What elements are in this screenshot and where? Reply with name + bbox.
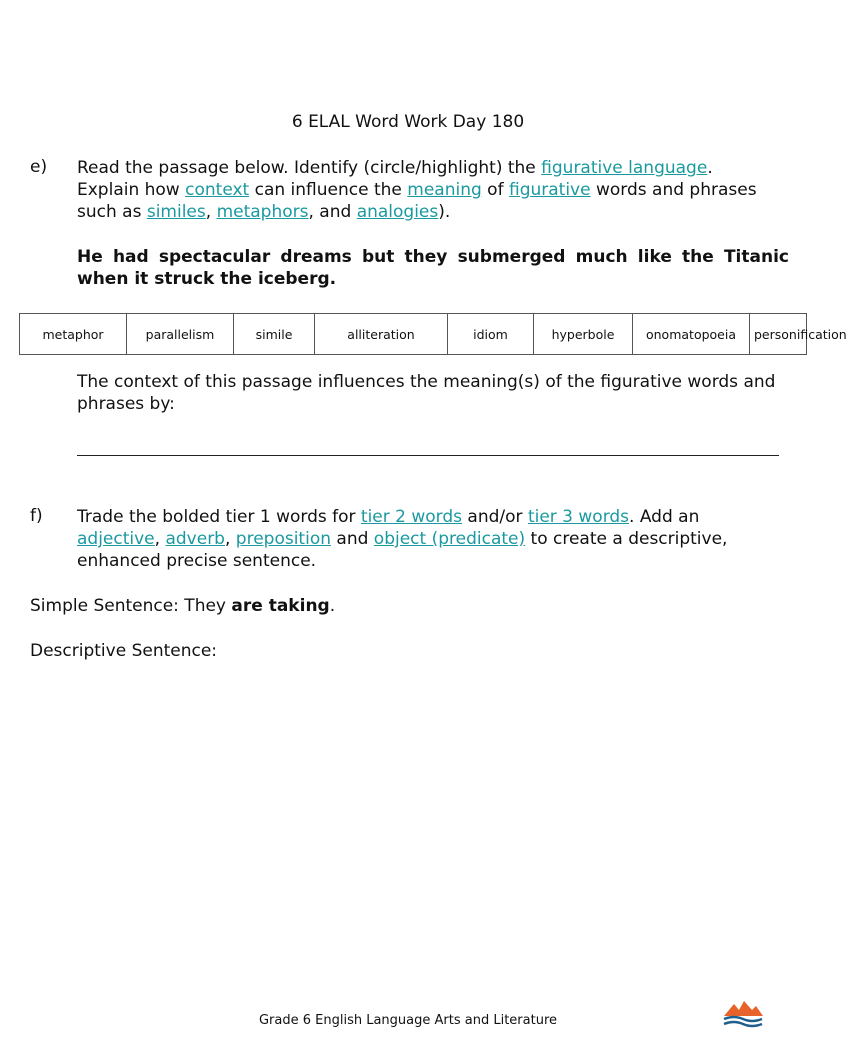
link-context[interactable]: context: [185, 180, 250, 200]
link-adverb[interactable]: adverb: [165, 529, 225, 549]
simple-sentence-label: Simple Sentence: They: [30, 596, 232, 616]
term-cell: simile: [234, 314, 315, 355]
instruction-text: Trade the bolded tier 1 words for: [77, 507, 361, 527]
figurative-terms-table: [19, 313, 847, 355]
term-cell: personification: [750, 314, 807, 355]
term-cell: hyperbole: [534, 314, 633, 355]
instruction-text: can influence the: [249, 180, 408, 200]
page-footer: Grade 6 English Language Arts and Literature: [258, 1013, 558, 1028]
instruction-text: words and phrases: [590, 180, 757, 200]
section-e-label: e): [30, 157, 48, 177]
instruction-text: , and: [308, 202, 357, 222]
sentence-end: .: [329, 596, 336, 616]
section-f-instructions: [77, 506, 789, 572]
instruction-text: ,: [224, 529, 236, 549]
mountain-logo-icon: [722, 998, 764, 1028]
link-analogies[interactable]: analogies: [356, 202, 439, 222]
instruction-text: ,: [154, 529, 166, 549]
link-meaning[interactable]: meaning: [407, 180, 482, 200]
term-cell: parallelism: [127, 314, 234, 355]
term-cell: metaphor: [20, 314, 127, 355]
instruction-line-2: [77, 179, 789, 201]
passage-text: He had spectacular dreams but they submerged much like the Titanic when it struck the iceberg.: [77, 247, 789, 289]
instruction-text: .: [707, 158, 713, 178]
link-tier-2-words[interactable]: tier 2 words: [360, 507, 463, 527]
bold-tier-1-words: are taking: [231, 596, 330, 616]
instruction-line-2: [77, 528, 789, 550]
link-metaphors[interactable]: metaphors: [216, 202, 309, 222]
simple-sentence: [30, 596, 335, 616]
link-similes[interactable]: similes: [146, 202, 206, 222]
link-object-predicate[interactable]: object (predicate): [373, 529, 526, 549]
instruction-line-3: enhanced precise sentence.: [77, 551, 317, 571]
instruction-text: Read the passage below. Identify (circle/highlight) the: [77, 158, 542, 178]
link-figurative[interactable]: figurative: [508, 180, 591, 200]
page-title: 6 ELAL Word Work Day 180: [291, 112, 525, 132]
instruction-text: such as: [77, 202, 147, 222]
instruction-text: of: [481, 180, 509, 200]
table-row: [20, 314, 807, 355]
link-preposition[interactable]: preposition: [235, 529, 331, 549]
term-cell: onomatopoeia: [633, 314, 750, 355]
instruction-text: and/or: [462, 507, 528, 527]
link-tier-3-words[interactable]: tier 3 words: [527, 507, 630, 527]
descriptive-sentence-label: Descriptive Sentence:: [30, 641, 218, 661]
instruction-text: and: [331, 529, 374, 549]
link-figurative-language[interactable]: figurative language: [541, 158, 708, 178]
answer-line[interactable]: [77, 455, 779, 456]
instruction-line-1: [77, 506, 789, 528]
instruction-text: ).: [438, 202, 451, 222]
instruction-text: ,: [205, 202, 217, 222]
term-cell: alliteration: [315, 314, 448, 355]
instruction-text: Explain how: [77, 180, 186, 200]
link-adjective[interactable]: adjective: [77, 529, 155, 549]
term-cell: idiom: [448, 314, 534, 355]
instruction-line-1: [77, 157, 789, 179]
section-f-label: f): [30, 506, 43, 526]
instruction-line-3: [77, 201, 789, 223]
section-e-instructions: [77, 157, 789, 223]
instruction-text: . Add an: [629, 507, 700, 527]
instruction-text: to create a descriptive,: [525, 529, 728, 549]
context-prompt: The context of this passage influences the meaning(s) of the figurative words and phrases by:: [77, 372, 776, 414]
